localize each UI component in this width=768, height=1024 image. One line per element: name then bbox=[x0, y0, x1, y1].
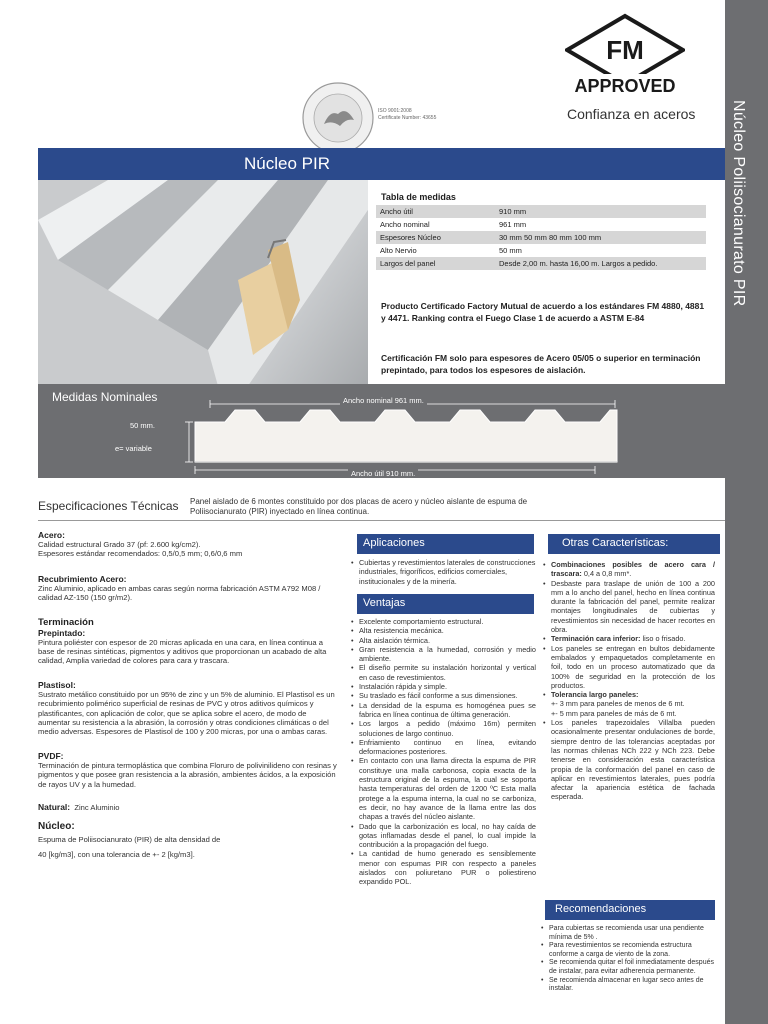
tolerance-line bbox=[543, 709, 715, 718]
table-row bbox=[376, 244, 706, 257]
tolerance-text: +- 3 mm para paneles de menos de 6 mt. bbox=[551, 699, 685, 709]
list-item-value: liso o frisado. bbox=[640, 634, 686, 644]
list-item: • Dado que la carbonización es local, no hay caída de gotas inflamadas desde el panel, lo cual impide la contribución a la propagación del fuego. bbox=[351, 822, 536, 850]
list-item: • Enfriamiento continuo en línea, evitando deformaciones posteriores. bbox=[351, 738, 536, 757]
list-item: • Su traslado es fácil conforme a sus dimensiones. bbox=[351, 691, 536, 700]
page-title: Núcleo PIR bbox=[244, 154, 330, 173]
iso-line: ISO 9001:2008 bbox=[378, 108, 412, 114]
list-item: • En contacto con una llama directa la espuma de PIR constituye una malla carbonosa, copia exacta de la estructura original de la espuma, la cual se soporta hasta temperaturas del orden de 1200 ºC Esta malla protege a la espuma interna, la cual no se carboniza, es decir, no hay avance de la llama entre las dos chapas a través del núcleo aislante. bbox=[351, 756, 536, 821]
prepintado-text: Pintura poliéster con espesor de 20 micras aplicada en una cara, en línea continua a base de resinas sintéticas, pigmentos y aditivos que proporcionan un acabado de alta calidad, Amplia variedad de colores para cara y trascara. bbox=[38, 637, 327, 666]
list-item: • Se recomienda almacenar en lugar seco antes de instalar. bbox=[541, 977, 721, 994]
plastisol-heading: Plastisol: bbox=[38, 679, 76, 690]
iso-certificate-text bbox=[378, 108, 436, 122]
aplicaciones-header bbox=[357, 534, 534, 554]
list-item-value: 0,4 a 0,8 mm*. bbox=[581, 569, 632, 579]
table-row bbox=[376, 218, 706, 231]
tolerance-text: +- 5 mm para paneles de más de 6 mt. bbox=[551, 708, 677, 718]
table-key: Largos del panel bbox=[376, 257, 495, 270]
list-item: • Los largos a pedido (máximo 16m) permiten soluciones de largo continuo. bbox=[351, 719, 536, 738]
specs-title: Especificaciones Técnicas bbox=[38, 499, 179, 513]
certification-scope-text: Certificación FM solo para espesores de Acero 05/05 o superior en terminación prepintado, para todos los espesores de aislación. bbox=[381, 353, 701, 375]
side-label: Núcleo Poliisocianurato PIR bbox=[730, 100, 747, 307]
side-band bbox=[725, 0, 768, 1024]
pvdf-heading: PVDF: bbox=[38, 750, 64, 761]
list-item: • El diseño permite su instalación horizontal y vertical en caso de revestimientos. bbox=[351, 663, 536, 682]
acero-heading: Acero: bbox=[38, 530, 65, 540]
tolerance-line bbox=[543, 699, 715, 708]
ventajas-title: Ventajas bbox=[363, 597, 406, 609]
recomendaciones-header bbox=[545, 900, 715, 920]
rib-height-label: 50 mm. bbox=[130, 421, 156, 430]
table-value: 910 mm bbox=[495, 205, 706, 218]
acero-line: Calidad estructural Grado 37 (pf: 2.600 kg/cm2). bbox=[38, 540, 201, 549]
plastisol-text: Sustrato metálico constituido por un 95% de zinc y un 5% de aluminio. El Plastisol es un recubrimiento polimérico superficial de resinas de PVC y otros aditivos químicos y plastificantes, con aplicación de color, que se aplica sobre el acero, de modo de aumentar su resistencia a la abrasión, la corrosión y otras condiciones climáticas o del medio adversas. Espesores de Plastisol de 100 y 200 micras, por una o ambas caras. bbox=[38, 689, 335, 737]
list-item: • Desbaste para traslape de unión de 100 a 200 mm a lo ancho del panel, hecho en línea continua durante la fabricación del panel, permite realizar montajes longitudinales de cubiertas y revestimientos sin necesidad de hacer recortes en obra. bbox=[543, 579, 715, 635]
measures-table bbox=[376, 205, 706, 270]
table-row bbox=[376, 205, 706, 218]
nominal-width-label: Ancho nominal 961 mm. bbox=[340, 396, 427, 405]
nucleo-line: 40 [kg/m3], con una tolerancia de +- 2 [kg/m3]. bbox=[38, 849, 195, 859]
otras-title: Otras Características: bbox=[562, 537, 669, 549]
fm-letters: FM bbox=[606, 35, 644, 65]
useful-width-label: Ancho útil 910 mm. bbox=[348, 469, 418, 478]
list-item: • Para revestimientos se recomienda estructura conforme a carga de viento de la zona. bbox=[541, 942, 721, 959]
nucleo-line: Espuma de Poliisocianurato (PIR) de alta densidad de bbox=[38, 834, 221, 844]
iso-line: Certificate Number: 43655 bbox=[378, 115, 437, 121]
otras-list bbox=[543, 560, 715, 802]
aplicaciones-title: Aplicaciones bbox=[363, 537, 425, 549]
list-item: • Se recomienda quitar el foil inmediatamente después de instalar, para evitar adherencia permanente. bbox=[541, 959, 721, 976]
table-row bbox=[376, 257, 706, 270]
list-item: • Los paneles se entregan en bultos debidamente embalados y empaquetados completamente en foil, todo en un proceso automatizado que da 100% de seguridad en la protección de los productos. bbox=[543, 644, 715, 690]
recomendaciones-list bbox=[541, 925, 721, 994]
natural-value: Zinc Aluminio bbox=[74, 803, 120, 813]
ventajas-list bbox=[351, 617, 536, 887]
list-item: • Excelente comportamiento estructural. bbox=[351, 617, 536, 626]
left-column bbox=[38, 530, 338, 862]
list-item bbox=[543, 560, 715, 579]
nucleo-heading: Núcleo: bbox=[38, 820, 75, 832]
iso-seal-icon bbox=[300, 80, 376, 156]
recomendaciones-title: Recomendaciones bbox=[555, 903, 647, 915]
aplicaciones-list bbox=[351, 558, 536, 586]
pvdf-text: Terminación de pintura termoplástica que combina Floruro de polivinilideno con resinas y pigmentos y que posee gran resistencia a la abrasión, ambientes ácidos, a la exposición de rayos UV y a la humedad. bbox=[38, 760, 337, 789]
divider bbox=[38, 520, 725, 521]
table-value: Desde 2,00 m. hasta 16,00 m. Largos a pedido. bbox=[495, 257, 706, 270]
list-item: • Los paneles trapezoidales Villalba pueden ocasionalmente presentar ondulaciones de borde, siempre dentro de las tolerancias aceptadas por las normas chilenas NCh 222 y NCh 223. Debe tenerse en consideración esta característica propia de la conformación del panel en caso de aplicar en revestimientos laterales, pues podría afectar la apariencia estética de fachada esperada. bbox=[543, 718, 715, 802]
list-item: • Alta resistencia mecánica. bbox=[351, 626, 536, 635]
fm-approved-logo bbox=[565, 12, 685, 100]
tagline: Confianza en aceros bbox=[567, 106, 696, 122]
table-value: 961 mm bbox=[499, 220, 527, 229]
recubrimiento-heading: Recubrimiento Acero: bbox=[38, 573, 127, 584]
list-item: • La densidad de la espuma es homogénea pues se fabrica en línea continua de última generación. bbox=[351, 701, 536, 720]
title-bar bbox=[38, 148, 725, 180]
table-key: Ancho nominal bbox=[380, 220, 430, 229]
list-item: • Gran resistencia a la humedad, corrosión y medio ambiente. bbox=[351, 645, 536, 664]
table-row bbox=[376, 231, 706, 244]
list-item bbox=[543, 690, 715, 699]
prepintado-heading: Prepintado: bbox=[38, 627, 86, 638]
table-title: Tabla de medidas bbox=[381, 192, 456, 202]
table-value: 30 mm 50 mm 80 mm 100 mm bbox=[495, 231, 706, 244]
acero-line: Espesores estándar recomendados: 0,5/0,5 mm; 0,6/0,6 mm bbox=[38, 549, 243, 559]
recubrimiento-text: Zinc Aluminio, aplicado en ambas caras según norma fabricación ASTM A792 M08 / calidad AZ-150 (150 gr/m2). bbox=[38, 583, 321, 603]
certification-fm-text: Producto Certificado Factory Mutual de acuerdo a los estándares FM 4880, 4881 y 4471. Ranking contra el Fuego Clase 1 de acuerdo a ASTM E-84 bbox=[381, 301, 705, 323]
list-item: • Instalación rápida y simple. bbox=[351, 682, 536, 691]
specs-description: Panel aislado de 6 montes constituido por dos placas de acero y núcleo aislante de espuma de Poliisocianurato (PIR) inyectado en línea continua. bbox=[190, 497, 528, 516]
list-item: • Alta aislación térmica. bbox=[351, 636, 536, 645]
list-item-bold: Terminación cara inferior: bbox=[551, 634, 641, 644]
natural-heading: Natural: bbox=[38, 802, 71, 813]
table-key: Ancho útil bbox=[376, 205, 495, 218]
terminacion-heading: Terminación bbox=[38, 616, 94, 628]
table-key: Alto Nervio bbox=[380, 246, 417, 255]
list-item: • Para cubiertas se recomienda usar una pendiente mínima de 5% . bbox=[541, 925, 721, 942]
ventajas-header bbox=[357, 594, 534, 614]
table-key: Espesores Núcleo bbox=[376, 231, 495, 244]
list-item-bold: Combinaciones posibles de acero cara / trascara: bbox=[551, 560, 715, 579]
list-item: • Cubiertas y revestimientos laterales de construcciones industriales, frigoríficos, edificios comerciales, institucionales y de la minería. bbox=[351, 558, 536, 586]
panel-product-image bbox=[38, 180, 368, 386]
otras-header bbox=[548, 534, 720, 554]
list-item bbox=[543, 634, 715, 643]
nominal-measures-title: Medidas Nominales bbox=[52, 390, 158, 404]
list-item: • La cantidad de humo generado es sensiblemente menor con espumas PIR con respecto a paneles aislados con poliuretano PUR o poliestireno expandido POL. bbox=[351, 849, 536, 886]
fm-approved-text: APPROVED bbox=[574, 76, 676, 96]
thickness-label: e= variable bbox=[115, 444, 152, 453]
list-item-bold: Tolerancia largo paneles: bbox=[551, 690, 639, 700]
table-value: 50 mm bbox=[499, 246, 522, 255]
